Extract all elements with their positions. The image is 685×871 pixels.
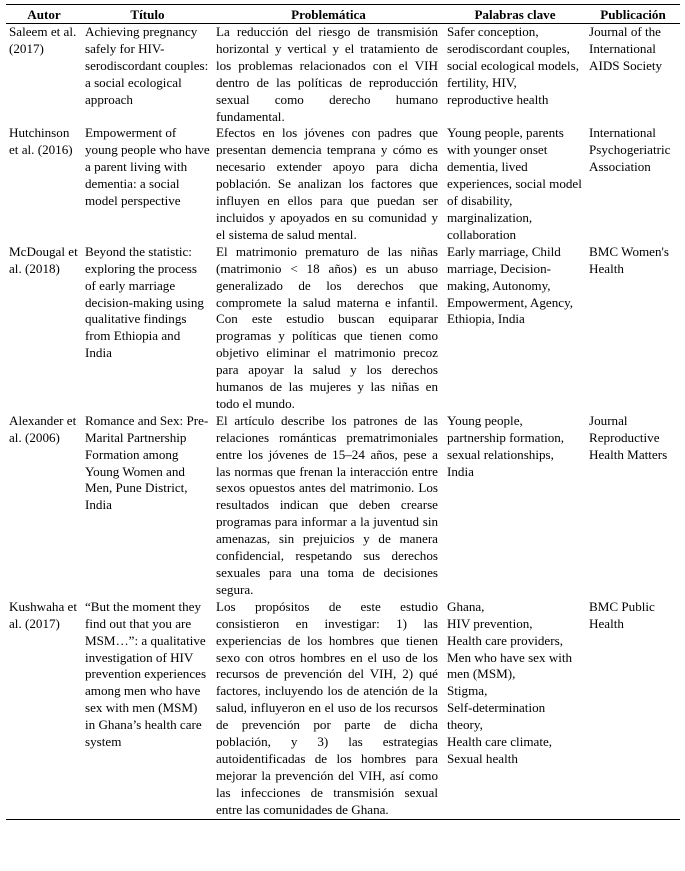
keyword: Ghana, (447, 598, 485, 614)
cell-publicacion: Journal Reproductive Health Matters (589, 412, 668, 462)
cell-autor: Kushwaha et al. (2017) (6, 599, 82, 819)
keyword: HIV prevention, (447, 615, 533, 631)
header-publicacion: Publicación (586, 5, 680, 24)
header-autor: Autor (6, 5, 82, 24)
cell-titulo: Beyond the statistic: exploring the process of early marriage decision-making using qualitative findings from Ethiopia and India (85, 243, 204, 361)
header-titulo: Título (82, 5, 213, 24)
cell-palabras-clave (444, 599, 586, 819)
cell-autor: Alexander et al. (2006) (9, 412, 77, 445)
cell-autor: McDougal et al. (2018) (9, 243, 78, 276)
table-row (6, 599, 680, 819)
cell-titulo: Empowerment of young people who have a parent living with dementia: a social model perspective (85, 125, 210, 209)
table-row (6, 125, 680, 243)
header-row (6, 5, 680, 24)
cell-autor: Hutchinson et al. (2016) (9, 125, 73, 158)
keyword: Self-determination theory, (447, 700, 546, 733)
cell-publicacion: BMC Women's Health (589, 243, 670, 276)
literature-review-table (6, 4, 680, 820)
keyword: Health care climate, (447, 734, 553, 750)
keyword: Health care providers, (447, 632, 563, 648)
cell-publicacion: Journal of the International AIDS Society (589, 24, 663, 73)
cell-problematica: El artículo describe los patrones de las relaciones románticas prematrimoniales entre los jóvenes de 15–24 años, pese a las normas que frenan la interacción entre sexos opuestos antes del matrimonio. Los resultados indican que deben crearse programas para informar a la juventud sin amenazas, sin prejuicios y de manera confidencial, respetando sus derechos sexuales para una toma de decisiones segura. (216, 412, 438, 597)
cell-titulo: Achieving pregnancy safely for HIV-serodiscordant couples: a social ecological approach (85, 24, 209, 107)
cell-palabras-clave: Early marriage, Child marriage, Decision-making, Autonomy, Empowerment, Agency, Ethiopia, India (447, 243, 574, 327)
cell-palabras-clave: Safer conception, serodiscordant couples, social ecological models, fertility, HIV, reproductive health (447, 24, 579, 107)
cell-problematica: La reducción del riesgo de transmisión horizontal y vertical y el tratamiento de los problemas relacionados con el VIH dentro de las políticas de reproducción sexual como derecho humano fundamental. (216, 24, 438, 124)
cell-titulo: “But the moment they find out that you are MSM…”: a qualitative investigation of HIV prevention experiences among men who have sex with men (MSM) in Ghana’s health care system (82, 599, 213, 819)
cell-autor: Saleem et al. (2017) (9, 24, 77, 56)
cell-palabras-clave: Young people, parents with younger onset dementia, lived experiences, social model of disability, marginalization, collaboration (447, 125, 582, 242)
table-row (6, 244, 680, 413)
keyword: Men who have sex with men (MSM), (447, 649, 573, 682)
cell-publicacion: BMC Public Health (586, 599, 680, 819)
keyword: Sexual health (447, 750, 518, 766)
header-palabras-clave: Palabras clave (444, 5, 586, 24)
keyword: Stigma, (447, 683, 488, 699)
table-row (6, 24, 680, 126)
cell-problematica: Los propósitos de este estudio consistieron en investigar: 1) las experiencias de los hombres que tienen sexo con otros hombres en el uso de los recursos de prevención del VIH, 2) qué factores, incluyendo los de atención de la salud, influyeron en el uso de los recursos de prevención por parte de dicha población, y 3) las estrategias autoidentificadas de los hombres para mejorar la prevención del VIH, así como las infecciones de transmisión sexual entre las comunidades de Ghana. (213, 599, 444, 819)
table-row (6, 413, 680, 599)
cell-problematica: Efectos en los jóvenes con padres que presentan demencia temprana y cómo es necesario extender apoyo para dicha población. Se analizan los factores que influyen en ellos para que puedan ser incluidos y apoyados en su comunidad y el sistema de salud mental. (216, 125, 438, 242)
cell-titulo: Romance and Sex: Pre-Marital Partnership Formation among Young Women and Men, Pune District, India (85, 412, 209, 513)
cell-palabras-clave: Young people, partnership formation, sexual relationships, India (447, 412, 565, 479)
cell-problematica: El matrimonio prematuro de las niñas (matrimonio < 18 años) es un abuso generalizado de los derechos que compromete la salud materna e infantil. Con este estudio buscan equiparar programas y políticas que tienen como objetivo eliminar el matrimonio precoz para apoyar la salud y los derechos humanos de las mujeres y las niñas en todo el mundo. (216, 243, 438, 411)
header-problematica: Problemática (213, 5, 444, 24)
cell-publicacion: International Psychogeriatric Association (589, 125, 671, 175)
